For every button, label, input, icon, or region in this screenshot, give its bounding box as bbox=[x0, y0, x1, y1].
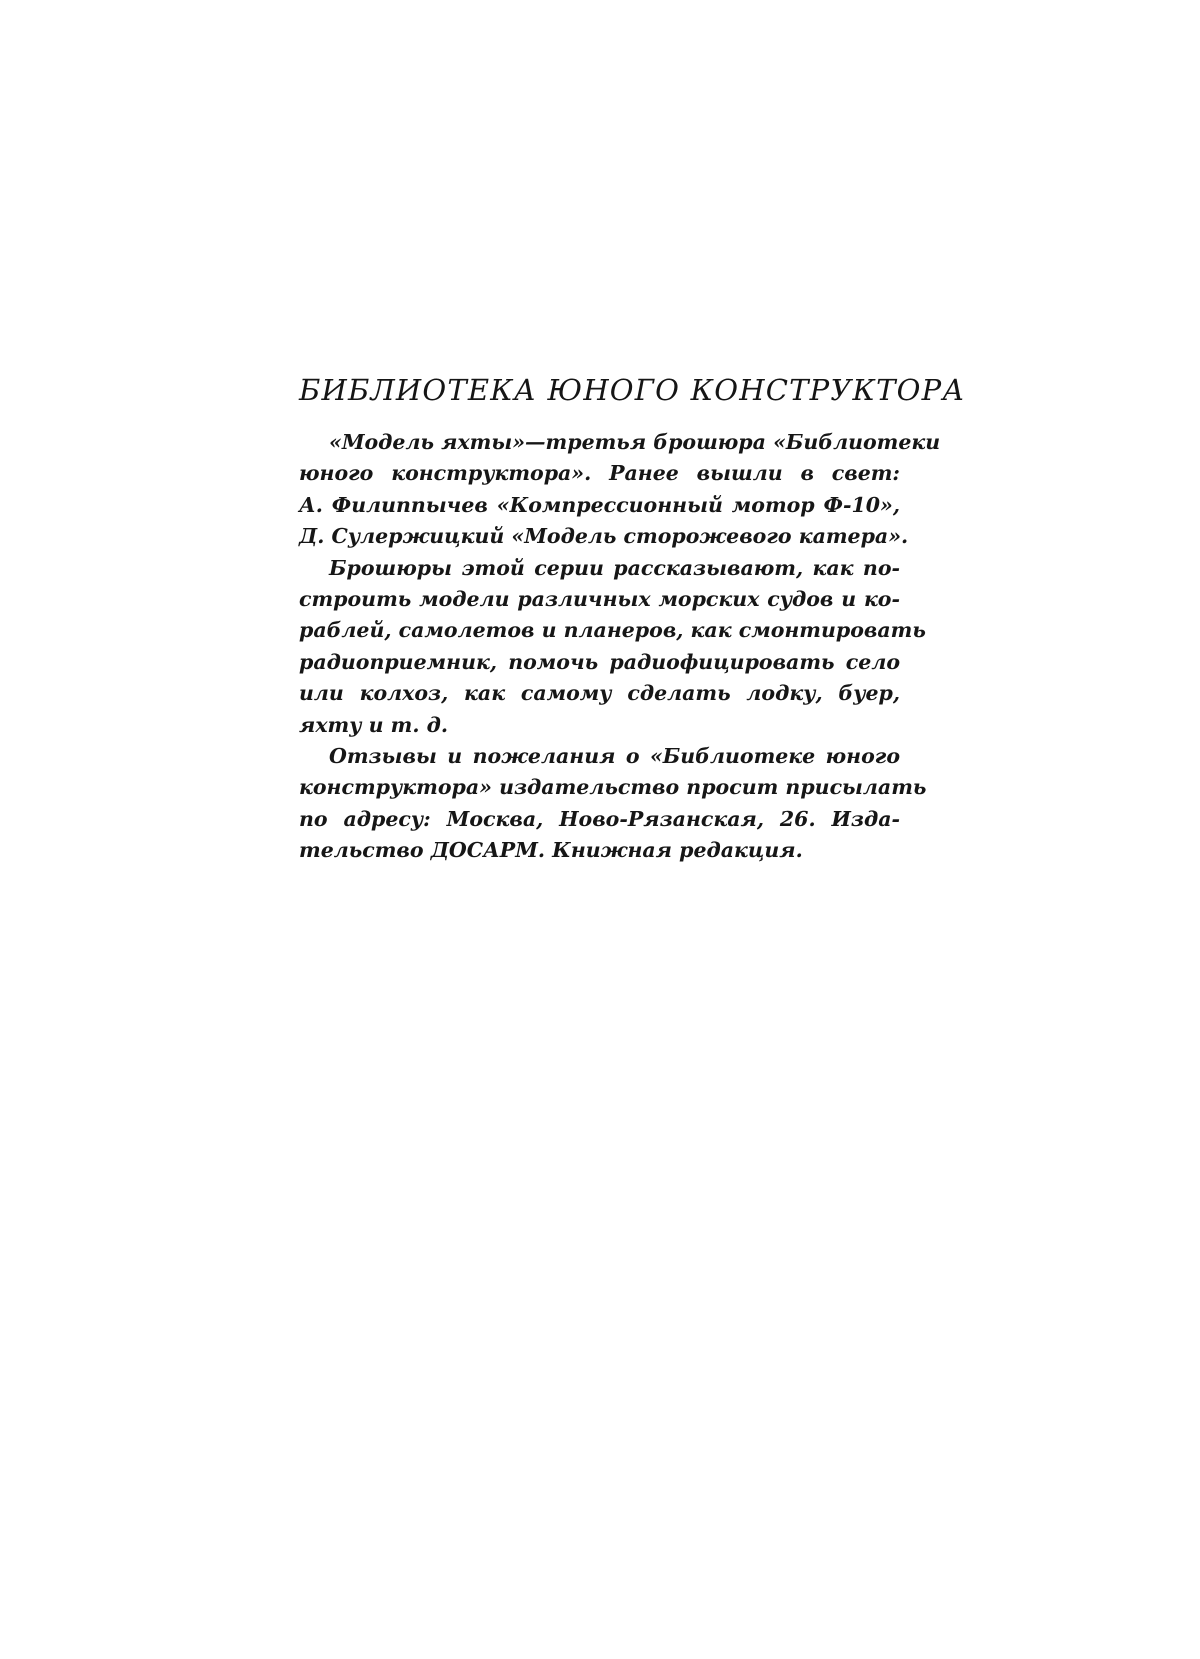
text-line: Д. Сулержицкий «Модель сторожевого катера». bbox=[299, 524, 909, 549]
paragraph-series-topics bbox=[299, 553, 926, 741]
series-title: БИБЛИОТЕКА ЮНОГО КОНСТРУКТОРА bbox=[299, 373, 966, 407]
text-line: по адресу: Москва, Ново-Рязанская, 26. Изда- bbox=[299, 806, 900, 831]
text-line: раблей, самолетов и планеров, как смонтировать bbox=[299, 618, 926, 643]
series-description bbox=[299, 427, 941, 866]
text-line: Брошюры этой серии рассказывают, как по- bbox=[329, 555, 900, 580]
text-line: строить модели различных морских судов и ко- bbox=[299, 586, 900, 611]
text-line: юного конструктора». Ранее вышли в свет: bbox=[299, 461, 900, 486]
paragraph-feedback-address bbox=[299, 741, 927, 867]
text-line: Отзывы и пожелания о «Библиотеке юного bbox=[329, 743, 900, 768]
paragraph-previous-releases bbox=[299, 427, 941, 553]
text-line: конструктора» издательство просит присылать bbox=[299, 775, 927, 800]
text-line: радиоприемник, помочь радиофицировать село bbox=[299, 649, 900, 674]
text-line: тельство ДОСАРМ. Книжная редакция. bbox=[299, 838, 803, 863]
text-line: «Модель яхты»—третья брошюра «Библиотеки bbox=[329, 430, 941, 454]
text-line: или колхоз, как самому сделать лодку, буер, bbox=[299, 681, 900, 706]
text-line: А. Филиппычев «Компрессионный мотор Ф-10», bbox=[299, 492, 900, 517]
text-line: яхту и т. д. bbox=[299, 712, 449, 737]
